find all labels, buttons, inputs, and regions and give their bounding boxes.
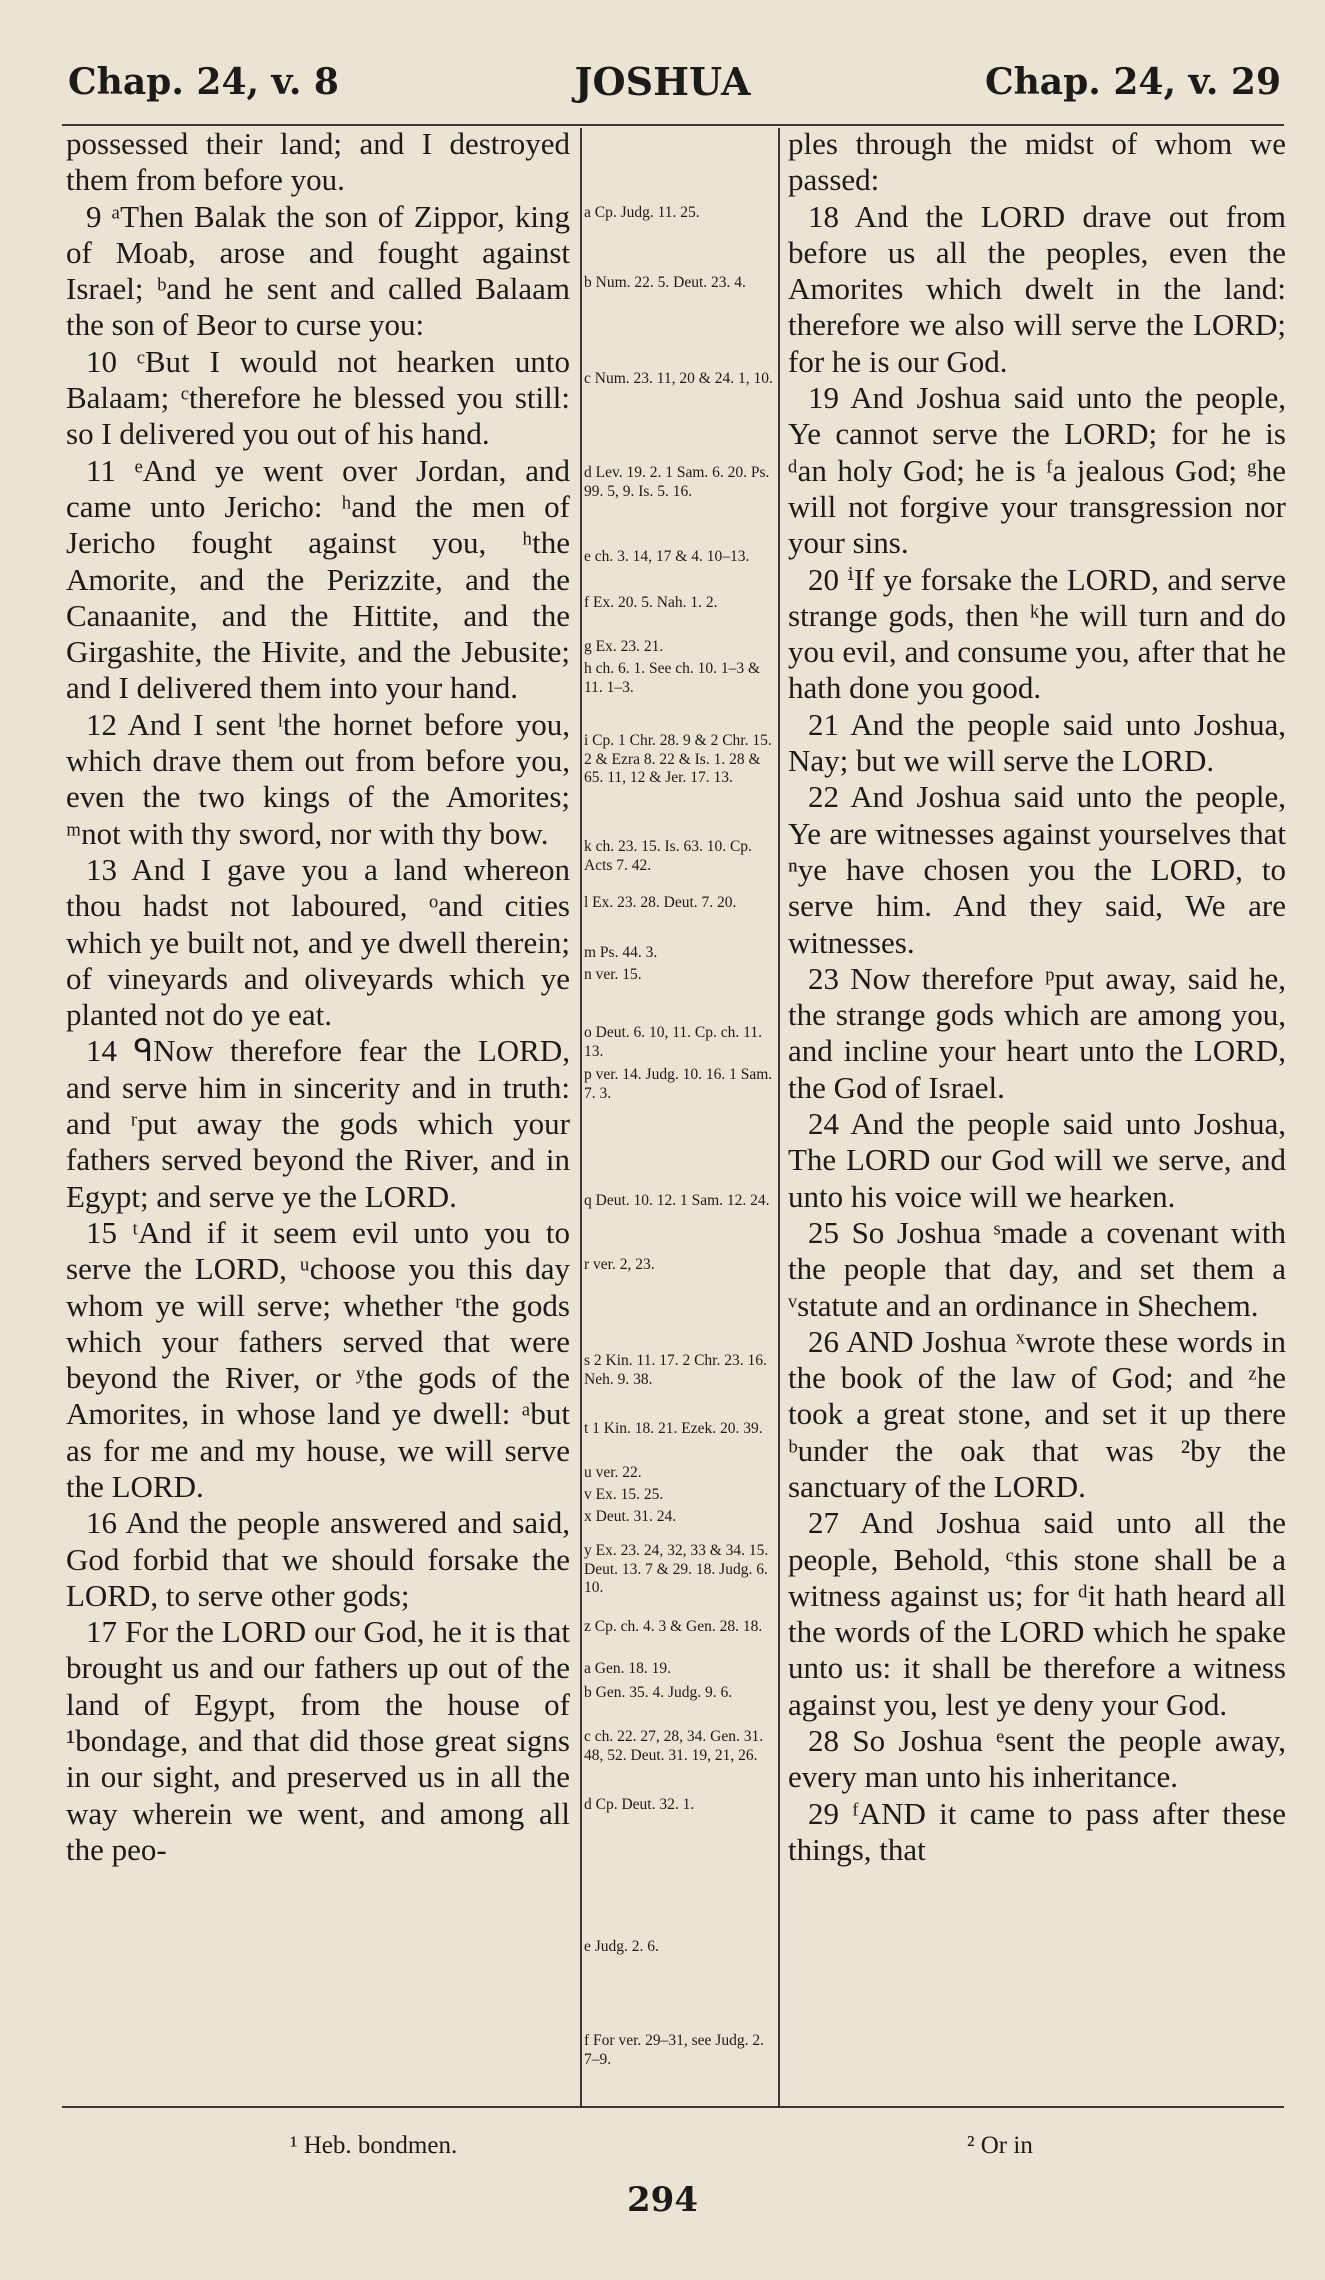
cross-reference: c ch. 22. 27, 28, 34. Gen. 31. 48, 52. Deut. 31. 19, 21, 26. (584, 1728, 764, 1764)
verse-14: 14 ᑫNow therefore fear the LORD, and serve him in sincerity and in truth: and ʳput away the gods which your fathers served beyond the River, and in Egypt; and serve ye the LORD. (66, 1033, 570, 1214)
footnote-1: ¹ Heb. bondmen. (290, 2132, 458, 2159)
verse-17-end: ples through the midst of whom we passed: (788, 126, 1286, 198)
cross-reference: z Cp. ch. 4. 3 & Gen. 28. 18. (584, 1618, 763, 1635)
cross-reference: c Num. 23. 11, 20 & 24. 1, 10. (584, 370, 773, 387)
cross-reference: b Gen. 35. 4. Judg. 9. 6. (584, 1684, 733, 1701)
cross-reference: q Deut. 10. 12. 1 Sam. 12. 24. (584, 1192, 770, 1209)
verse-28: 28 So Joshua ᵉsent the people away, every man unto his inheritance. (788, 1723, 1286, 1795)
text-column-left (66, 126, 570, 1868)
cross-reference: l Ex. 23. 28. Deut. 7. 20. (584, 894, 737, 911)
cross-reference: t 1 Kin. 18. 21. Ezek. 20. 39. (584, 1420, 763, 1437)
verse-24: 24 And the people said unto Joshua, The LORD our God will we serve, and unto his voice will we hearken. (788, 1106, 1286, 1214)
cross-reference: o Deut. 6. 10, 11. Cp. ch. 11. 13. (584, 1024, 762, 1060)
chapter-heading-left: Chap. 24, v. 8 (68, 61, 339, 103)
cross-reference: e Judg. 2. 6. (584, 1938, 659, 1955)
verse-18: 18 And the LORD drave out from before us all the peoples, even the Amorites which dwelt in the land: therefore we also will serve the LORD; for he is our God. (788, 198, 1286, 379)
verse-25: 25 So Joshua ˢmade a covenant with the people that day, and set them a ᵛstatute and an ordinance in Shechem. (788, 1214, 1286, 1323)
verse-21: 21 And the people said unto Joshua, Nay; but we will serve the LORD. (788, 706, 1286, 779)
cross-reference: d Lev. 19. 2. 1 Sam. 6. 20. Ps. 99. 5, 9. Is. 5. 16. (584, 464, 770, 500)
cross-reference: g Ex. 23. 21. (584, 638, 664, 655)
verse-12: 12 And I sent ˡthe hornet before you, which drave them out from before you, even the two kings of the Amorites; ᵐnot with thy sword, nor with thy bow. (66, 706, 570, 851)
cross-reference: p ver. 14. Judg. 10. 16. 1 Sam. 7. 3. (584, 1066, 773, 1102)
chapter-heading-right: Chap. 24, v. 29 (984, 61, 1281, 103)
cross-reference: y Ex. 23. 24, 32, 33 & 34. 15. Deut. 13. 7 & 29. 18. Judg. 6. 10. (584, 1542, 769, 1596)
verse-11: 11 ᵉAnd ye went over Jordan, and came unto Jericho: ʰand the men of Jericho fought against you, ʰthe Amorite, and the Perizzite, and the Canaanite, and the Hittite, and the Girgashite, the Hivite, and the Jebusite; and I delivered them into your hand. (66, 452, 570, 706)
verse-9: 9 ᵃThen Balak the son of Zippor, king of Moab, arose and fought against Israel; ᵇand he sent and called Balaam the son of Beor to curse you: (66, 198, 570, 343)
cross-reference: a Cp. Judg. 11. 25. (584, 204, 700, 221)
verse-27: 27 And Joshua said unto all the people, Behold, ᶜthis stone shall be a witness against us; for ᵈit hath heard all the words of the LORD which he spake unto us: it shall be therefore a witness against you, lest ye deny your God. (788, 1505, 1286, 1722)
cross-reference: h ch. 6. 1. See ch. 10. 1–3 & 11. 1–3. (584, 660, 761, 696)
text-column-right (788, 126, 1286, 1868)
verse-23: 23 Now therefore ᵖput away, said he, the strange gods which are among you, and incline your heart unto the LORD, the God of Israel. (788, 960, 1286, 1105)
cross-reference: u ver. 22. (584, 1464, 642, 1481)
cross-reference: k ch. 23. 15. Is. 63. 10. Cp. Acts 7. 42. (584, 838, 752, 874)
cross-reference: b Num. 22. 5. Deut. 23. 4. (584, 274, 746, 291)
cross-reference: n ver. 15. (584, 966, 642, 983)
verse-10: 10 ᶜBut I would not hearken unto Balaam; ᶜtherefore he blessed you still: so I delivered you out of his hand. (66, 343, 570, 452)
verse-13: 13 And I gave you a land whereon thou hadst not laboured, ᵒand cities which ye built not, and ye dwell therein; of vineyards and oliveyards which ye planted not do ye eat. (66, 851, 570, 1033)
verse-17: 17 For the LORD our God, he it is that brought us and our fathers up out of the land of Egypt, from the house of ¹bondage, and that did those great signs in our sight, and preserved us in all the way wherein we went, and among all the peo- (66, 1614, 570, 1867)
column-divider-left (580, 128, 582, 2108)
verse-16: 16 And the people answered and said, God forbid that we should forsake the LORD, to serve other gods; (66, 1505, 570, 1613)
cross-reference: x Deut. 31. 24. (584, 1508, 677, 1525)
cross-reference: f Ex. 20. 5. Nah. 1. 2. (584, 594, 718, 611)
verse-8-end: possessed their land; and I destroyed them from before you. (66, 126, 570, 198)
cross-reference: m Ps. 44. 3. (584, 944, 658, 961)
cross-reference: s 2 Kin. 11. 17. 2 Chr. 23. 16. Neh. 9. 38. (584, 1352, 767, 1388)
cross-reference: a Gen. 18. 19. (584, 1660, 671, 1677)
verse-29: 29 ᶠAND it came to pass after these things, that (788, 1795, 1286, 1867)
cross-reference: e ch. 3. 14, 17 & 4. 10–13. (584, 548, 750, 565)
cross-reference: f For ver. 29–31, see Judg. 2. 7–9. (584, 2032, 764, 2068)
book-title: JOSHUA (574, 59, 751, 104)
page-number: 294 (627, 2180, 698, 2220)
verse-20: 20 ⁱIf ye forsake the LORD, and serve strange gods, then ᵏhe will turn and do you evil, and consume you, after that he hath done you good. (788, 561, 1286, 706)
verse-15: 15 ᵗAnd if it seem evil unto you to serve the LORD, ᵘchoose you this day whom ye will serve; whether ʳthe gods which your fathers served that were beyond the River, or ʸthe gods of the Amorites, in whose land ye dwell: ᵃbut as for me and my house, we will serve the LORD. (66, 1214, 570, 1504)
cross-reference: i Cp. 1 Chr. 28. 9 & 2 Chr. 15. 2 & Ezra 8. 22 & Is. 1. 28 & 65. 11, 12 & Jer. 17. 13. (584, 732, 772, 786)
cross-reference: r ver. 2, 23. (584, 1256, 655, 1273)
cross-reference: d Cp. Deut. 32. 1. (584, 1796, 695, 1813)
footnote-2: ² Or in (967, 2132, 1033, 2159)
verse-26: 26 AND Joshua ˣwrote these words in the book of the law of God; and ᶻhe took a great stone, and set it up there ᵇunder the oak that was ²by the sanctuary of the LORD. (788, 1323, 1286, 1504)
column-divider-right (778, 128, 780, 2108)
verse-19: 19 And Joshua said unto the people, Ye cannot serve the LORD; for he is ᵈan holy God; he is ᶠa jealous God; ᵍhe will not forgive your transgression nor your sins. (788, 380, 1286, 561)
verse-22: 22 And Joshua said unto the people, Ye are witnesses against yourselves that ⁿye have chosen you the LORD, to serve him. And they said, We are witnesses. (788, 779, 1286, 960)
footer-rule (62, 2106, 1284, 2108)
cross-reference: v Ex. 15. 25. (584, 1486, 664, 1503)
